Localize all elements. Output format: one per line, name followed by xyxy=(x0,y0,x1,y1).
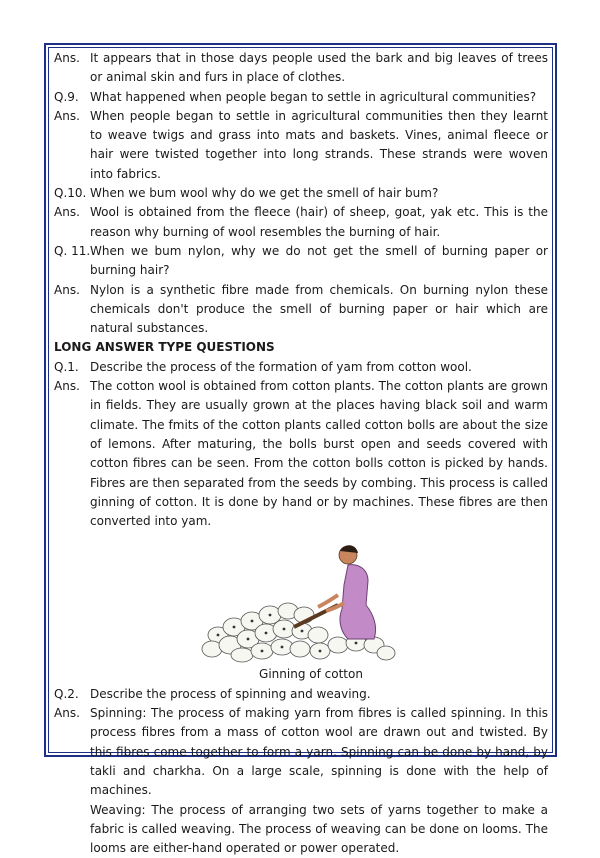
qa-text: Weaving: The process of arranging two sets of yarns together to make a fabric is called weaving. The process of weaving can be done on looms. The looms are either-hand operated or power operated. xyxy=(90,801,548,858)
qa-text: It appears that in those days people used the bark and big leaves of trees or animal skin and furs in place of clothes. xyxy=(90,49,548,88)
qa-text: The cotton wool is obtained from cotton plants. The cotton plants are grown in fields. They are usually grown at the places having black soil and warm climate. The fmits of the cotton plants called cotton bolls are about the size of lemons. After maturing, the bolls burst open and seeds covered with cotton fibres can be seen. From the cotton bolls cotton is picked by hands. Fibres are then separated from the seeds by combing. This process is called ginning of cotton. It is done by hand or by machines. These fibres are then converted into yam. xyxy=(90,377,548,531)
qa-label: Ans. xyxy=(54,107,90,184)
qa-row xyxy=(54,49,548,88)
qa-text: Describe the process of spinning and weaving. xyxy=(90,685,548,704)
qa-row xyxy=(54,801,548,858)
qa-text: Describe the process of the formation of yam from cotton wool. xyxy=(90,358,548,377)
qa-row xyxy=(54,377,548,531)
qa-row xyxy=(54,184,548,203)
qa-label: Ans. xyxy=(54,704,90,800)
qa-label xyxy=(54,801,90,858)
ginning-illustration xyxy=(54,535,548,667)
qa-text: Nylon is a synthetic fibre made from chemicals. On burning nylon these chemicals don't produce the smell of burning paper or hair which are natural substances. xyxy=(90,281,548,339)
qa-label: Q.10. xyxy=(54,184,90,203)
qa-label: Q.2. xyxy=(54,685,90,704)
qa-row xyxy=(54,704,548,800)
qa-label: Ans. xyxy=(54,203,90,242)
qa-text: Spinning: The process of making yarn from fibres is called spinning. In this process fibres from a mass of cotton wool are drawn out and twisted. By this fibres come together to form a yarn. Spinning can be done by hand, by takli and charkha. On a large scale, spinning is done with the help of machines. xyxy=(90,704,548,800)
qa-label: Q. 11. xyxy=(54,242,90,281)
figure-caption: Ginning of cotton xyxy=(54,665,548,684)
qa-row xyxy=(54,358,548,377)
qa-label: Ans. xyxy=(54,281,90,339)
qa-row xyxy=(54,242,548,281)
qa-text: When we bum nylon, why we do not get the smell of burning paper or burning hair? xyxy=(90,242,548,281)
qa-label: Ans. xyxy=(54,49,90,88)
qa-row xyxy=(54,88,548,107)
qa-row xyxy=(54,685,548,704)
cotton-ginning-image xyxy=(198,535,398,663)
qa-label: Ans. xyxy=(54,377,90,531)
qa-row xyxy=(54,281,548,339)
qa-text: Wool is obtained from the fleece (hair) of sheep, goat, yak etc. This is the reason why burning of wool resembles the burning of hair. xyxy=(90,203,548,242)
qa-text: When people began to settle in agricultural communities then they learnt to weave twigs and grass into mats and baskets. Vines, animal fleece or hair were twisted together into long strands. These strands were woven into fabrics. xyxy=(90,107,548,184)
qa-row xyxy=(54,203,548,242)
qa-label: Q.9. xyxy=(54,88,90,107)
section-heading: LONG ANSWER TYPE QUESTIONS xyxy=(54,338,548,357)
qa-row xyxy=(54,107,548,184)
document-content xyxy=(54,49,548,858)
qa-text: When we bum wool why do we get the smell of hair bum? xyxy=(90,184,548,203)
qa-text: What happened when people began to settle in agricultural communities? xyxy=(90,88,548,107)
qa-label: Q.1. xyxy=(54,358,90,377)
